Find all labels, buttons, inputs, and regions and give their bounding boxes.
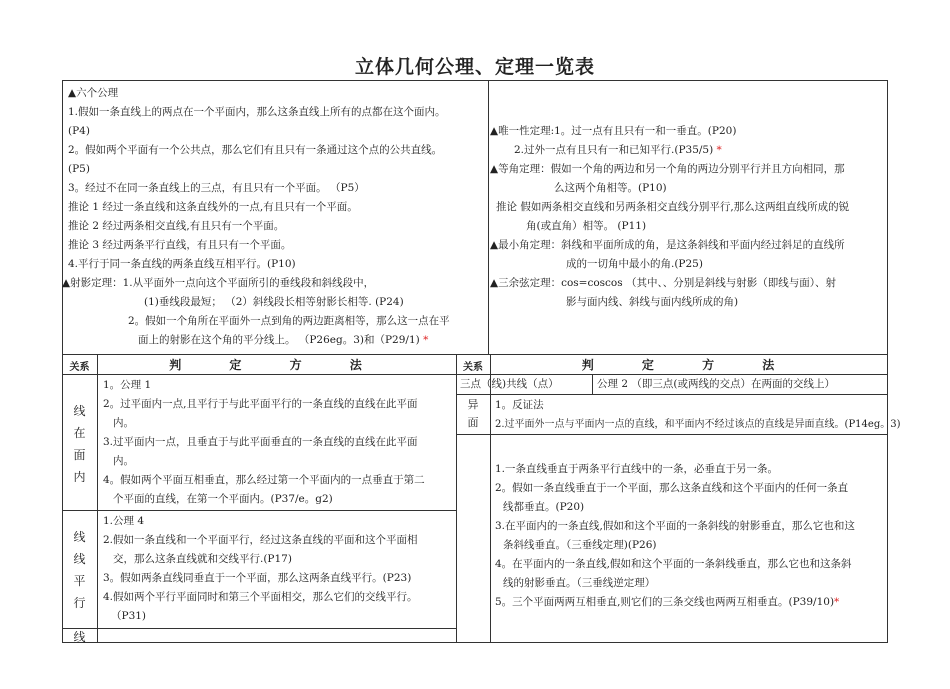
grid-line — [62, 628, 456, 629]
axiom-2: 2。假如两个平面有一个公共点，那么它们有且只有一条通过这个点的公共直线。 — [68, 144, 443, 156]
row-label-skew — [456, 396, 490, 432]
method-item: 3.过平面内一点，且垂直于与此平面垂直的一条直线的直线在此平面 — [103, 436, 418, 448]
three-cosine-theorem: ▲三余弦定理：cos=coscos （其中、、分别是斜线与射影（即线与面）、射 — [490, 277, 836, 289]
axiom-3: 3。经过不在同一条直线上的三点，有且只有一个平面。 （P5） — [68, 182, 365, 194]
method-item: 内。 — [113, 455, 134, 467]
projection-theorem-2b — [68, 331, 486, 350]
star-mark: * — [423, 334, 429, 346]
method-item — [495, 593, 887, 612]
minimum-angle-theorem-cont: 成的一切角中最小的角.(P25) — [566, 258, 703, 270]
method-header-left: 判 定 方 法 — [169, 358, 384, 372]
axiom-2-ref: (P5) — [68, 163, 90, 175]
method-item: 4。在平面内的一条直线,假如和这个平面的一条斜线垂直，那么它也和这条斜 — [495, 558, 852, 570]
grid-line — [456, 394, 888, 395]
method-item: 内。 — [113, 417, 134, 429]
grid-line — [456, 434, 888, 435]
method-item: 2。过平面内一点,且平行于与此平面平行的一条直线的直线在此平面 — [103, 398, 418, 410]
row-label-text: 线线平行 — [73, 530, 86, 610]
method-item: 4.假如两个平行平面同时和第三个平面相交，那么它们的交线平行。 — [103, 591, 418, 603]
page-title: 立体几何公理、定理一览表 — [354, 56, 595, 78]
row-label-line: 线 — [73, 630, 86, 644]
method-item: 2.假如一条直线和一个平面平行，经过这条直线的平面和这个平面相 — [103, 534, 418, 546]
method-item: 1.公理 4 — [103, 515, 145, 527]
row-label-line-in-plane — [62, 400, 97, 488]
method-item: 1。反证法 — [495, 399, 544, 411]
three-cosine-theorem-cont: 影与面内线、斜线与面内线所成的角) — [566, 296, 739, 308]
top-divider — [488, 80, 489, 354]
method-item: 3.在平面内的一条直线,假如和这个平面的一条斜线的射影垂直，那么它也和这 — [495, 520, 855, 532]
corollary-3: 推论 3 经过两条平行直线，有且只有一个平面。 — [68, 239, 292, 251]
star-mark: * — [834, 596, 840, 608]
star-mark: * — [716, 144, 722, 156]
parallel-lines-methods — [103, 512, 453, 626]
collinear-label: 三点（线)共线（点） — [460, 378, 559, 390]
method-item: 1。公理 1 — [103, 379, 152, 391]
axiom-1: 1.假如一条直线上的两点在一个平面内，那么这条直线上所有的点都在这个面内。 — [68, 106, 446, 118]
row-label-parallel-lines — [62, 526, 97, 614]
top-section-border — [62, 354, 888, 355]
method-item-text: 5。三个平面两两互相垂直,则它们的三条交线也两两互相垂直。(P39/10) — [495, 596, 835, 608]
method-item: 4。假如两个平面互相垂直，那么经过第一个平面内的一点垂直于第二 — [103, 474, 425, 486]
corollary-1: 推论 1 经过一条直线和这条直线外的一点,有且只有一个平面。 — [68, 201, 358, 213]
equal-angle-corollary: 推论 假如两条相交直线和另两条相交直线分别平行,那么这两组直线所成的锐 — [496, 201, 850, 213]
skew-methods — [495, 396, 901, 434]
axiom-1-ref: (P4) — [68, 125, 90, 137]
projection-theorem: ▲射影定理：1.从平面外一点向这个平面所引的垂线段和斜线段中， — [62, 277, 375, 289]
equal-angle-corollary-cont: 角(或直角）相等。 (P11) — [526, 220, 647, 232]
relation-header-left: 关系 — [69, 362, 90, 373]
method-item: 2。假如一条直线垂直于一个平面，那么这条直线和这个平面内的任何一条直 — [495, 482, 849, 494]
method-item: （P31) — [111, 610, 147, 622]
perpendicular-methods — [495, 460, 887, 612]
minimum-angle-theorem: ▲最小角定理：斜线和平面所成的角，是这条斜线和平面内经过斜足的直线所 — [490, 239, 845, 251]
projection-theorem-1: (1)垂线段最短； （2）斜线段长相等射影长相等. (P24) — [144, 296, 404, 308]
equal-angle-theorem-cont: 么这两个角相等。(P10) — [554, 182, 667, 194]
row-label-text: 线在面内 — [73, 404, 86, 484]
uniqueness-theorem-1: ▲唯一性定理:1。过一点有且只有一和一垂直。(P20) — [490, 125, 737, 137]
row-label-text: 异面 — [467, 398, 479, 429]
method-item: 交，那么这条直线就和交线平行.(P17) — [113, 553, 292, 565]
uniqueness-theorem-2 — [490, 141, 886, 160]
collinear-method: 公理 2 （即三点(或两线的交点）在两面的交线上） — [597, 378, 835, 390]
grid-line — [62, 510, 456, 511]
axiom-4: 4.平行于同一条直线的两条直线互相平行。(P10) — [68, 258, 296, 270]
method-header-right: 判 定 方 法 — [581, 358, 797, 372]
grid-line — [490, 354, 491, 643]
corollary-2: 推论 2 经过两条相交直线,有且只有一个平面。 — [68, 220, 285, 232]
axioms-heading: ▲六个公理 — [68, 87, 119, 99]
grid-line — [592, 374, 593, 394]
method-item: 1.一条直线垂直于两条平行直线中的一条，必垂直于另一条。 — [495, 463, 779, 475]
method-item: 条斜线垂直。（三垂线定理)(P26) — [503, 539, 657, 551]
line-in-plane-methods — [103, 376, 453, 509]
uniqueness-theorem-2-text: 2.过外一点有且只有一和已知平行.(P35/5) — [514, 144, 714, 156]
axioms-panel — [62, 84, 486, 350]
projection-theorem-2: 2。假如一个角所在平面外一点到角的两边距离相等，那么这一点在平 — [128, 315, 450, 327]
projection-theorem-2b-text: 面上的射影在这个角的平分线上。 （P26eg。3)和（P29/1) — [138, 334, 420, 346]
method-item: 线的射影垂直。（三垂线逆定理） — [503, 577, 656, 589]
grid-line — [97, 354, 98, 643]
method-item: 个平面的直线，在第一个平面内。(P37/e。g2) — [113, 493, 333, 505]
method-item: 2.过平面外一点与平面内一点的直线，和平面内不经过该点的直线是异面直线。(P14eg。3) — [495, 419, 901, 430]
relation-header-right: 关系 — [463, 362, 483, 373]
theorems-panel — [490, 122, 886, 312]
equal-angle-theorem: ▲等角定理：假如一个角的两边和另一个角的两边分别平行并且方向相同，那 — [490, 163, 845, 175]
method-item: 3。假如两条直线同垂直于一个平面，那么这两条直线平行。(P23) — [103, 572, 412, 584]
method-item: 线都垂直。(P20) — [503, 501, 585, 513]
